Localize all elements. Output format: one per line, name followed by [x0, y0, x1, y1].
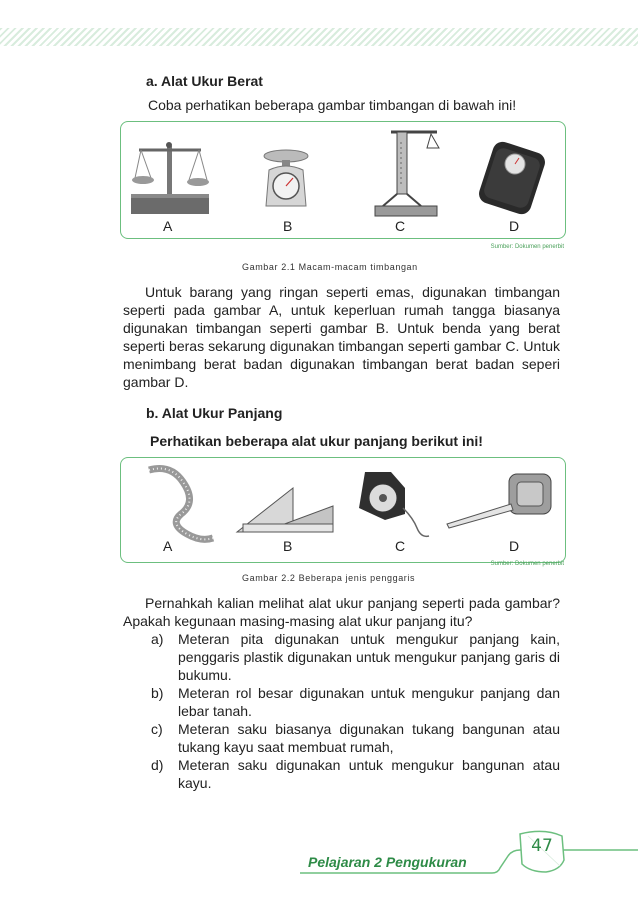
figure2-label-c: C: [395, 538, 406, 554]
tape-ribbon-illustration: [141, 462, 217, 546]
list-text: Meteran saku biasanya digunakan tukang bangunan atau tukang kayu saat membuat rumah,: [178, 721, 560, 755]
section-a-heading: a. Alat Ukur Berat: [146, 73, 263, 89]
figure-2-caption: Gambar 2.2 Beberapa jenis penggaris: [242, 573, 416, 583]
list-marker: b): [151, 685, 164, 701]
rulers-illustration: [233, 484, 337, 536]
list-marker: a): [151, 631, 164, 647]
figure2-label-b: B: [283, 538, 293, 554]
figure2-label-a: A: [163, 538, 173, 554]
figure-scales-box: [120, 121, 566, 239]
figure-1-source: Sumber: Dokumen penerbit: [490, 244, 564, 250]
list-item: [123, 756, 560, 792]
header-pattern-band: [0, 28, 638, 46]
balance-scale-illustration: [129, 136, 211, 216]
list-text: Meteran saku digunakan untuk mengukur bangunan atau kayu.: [178, 757, 560, 791]
section-a-paragraph: [123, 283, 560, 391]
list-item: [123, 684, 560, 720]
list-marker: c): [151, 721, 163, 737]
list-item: [123, 630, 560, 684]
figure-label-c: C: [395, 218, 406, 234]
figure-1-caption: Gambar 2.1 Macam-macam timbangan: [242, 262, 418, 272]
section-b-heading: b. Alat Ukur Panjang: [146, 405, 283, 421]
section-a-intro: Coba perhatikan beberapa gambar timbangan di bawah ini!: [148, 97, 517, 113]
list-item: [123, 720, 560, 756]
figure-rulers-box: [120, 457, 566, 563]
bathroom-scale-illustration: [477, 140, 547, 216]
list-text: Meteran rol besar digunakan untuk mengukur panjang dan lebar tanah.: [178, 685, 560, 719]
footer-chapter-title: Pelajaran 2 Pengukuran: [308, 854, 467, 870]
section-b-intro: Perhatikan beberapa alat ukur panjang berikut ini!: [150, 433, 483, 449]
pocket-tape-illustration: [443, 466, 555, 532]
roll-tape-illustration: [355, 468, 445, 542]
section-b-paragraph: [123, 594, 560, 630]
usage-list: [123, 630, 560, 792]
section-a-paragraph-text: Untuk barang yang ringan seperti emas, digunakan timbangan seperti pada gambar A, untuk keperluan rumah tangga biasanya digunakan timbangan seperti gambar B. Untuk benda yang berat seperti beras sekarung digunakan timbangan seperti gambar C. Untuk menimbang berat badan digunakan timbangan berat badan seperi gambar D.: [123, 284, 560, 390]
figure-label-a: A: [163, 218, 173, 234]
list-text: Meteran pita digunakan untuk mengukur panjang kain, penggaris plastik digunakan untuk mengukur panjang garis di bukumu.: [178, 631, 560, 683]
list-marker: d): [151, 757, 164, 773]
figure-label-d: D: [509, 218, 520, 234]
section-b-paragraph-text: Pernahkah kalian melihat alat ukur panjang seperti pada gambar? Apakah kegunaan masing-masing alat ukur panjang itu?: [123, 595, 560, 629]
figure2-label-d: D: [509, 538, 520, 554]
page-number: 47: [531, 836, 553, 856]
figure-2-source: Sumber: Dokumen penerbit: [490, 561, 564, 567]
figure-label-b: B: [283, 218, 293, 234]
platform-scale-illustration: [371, 126, 445, 218]
kitchen-scale-illustration: [261, 148, 311, 210]
